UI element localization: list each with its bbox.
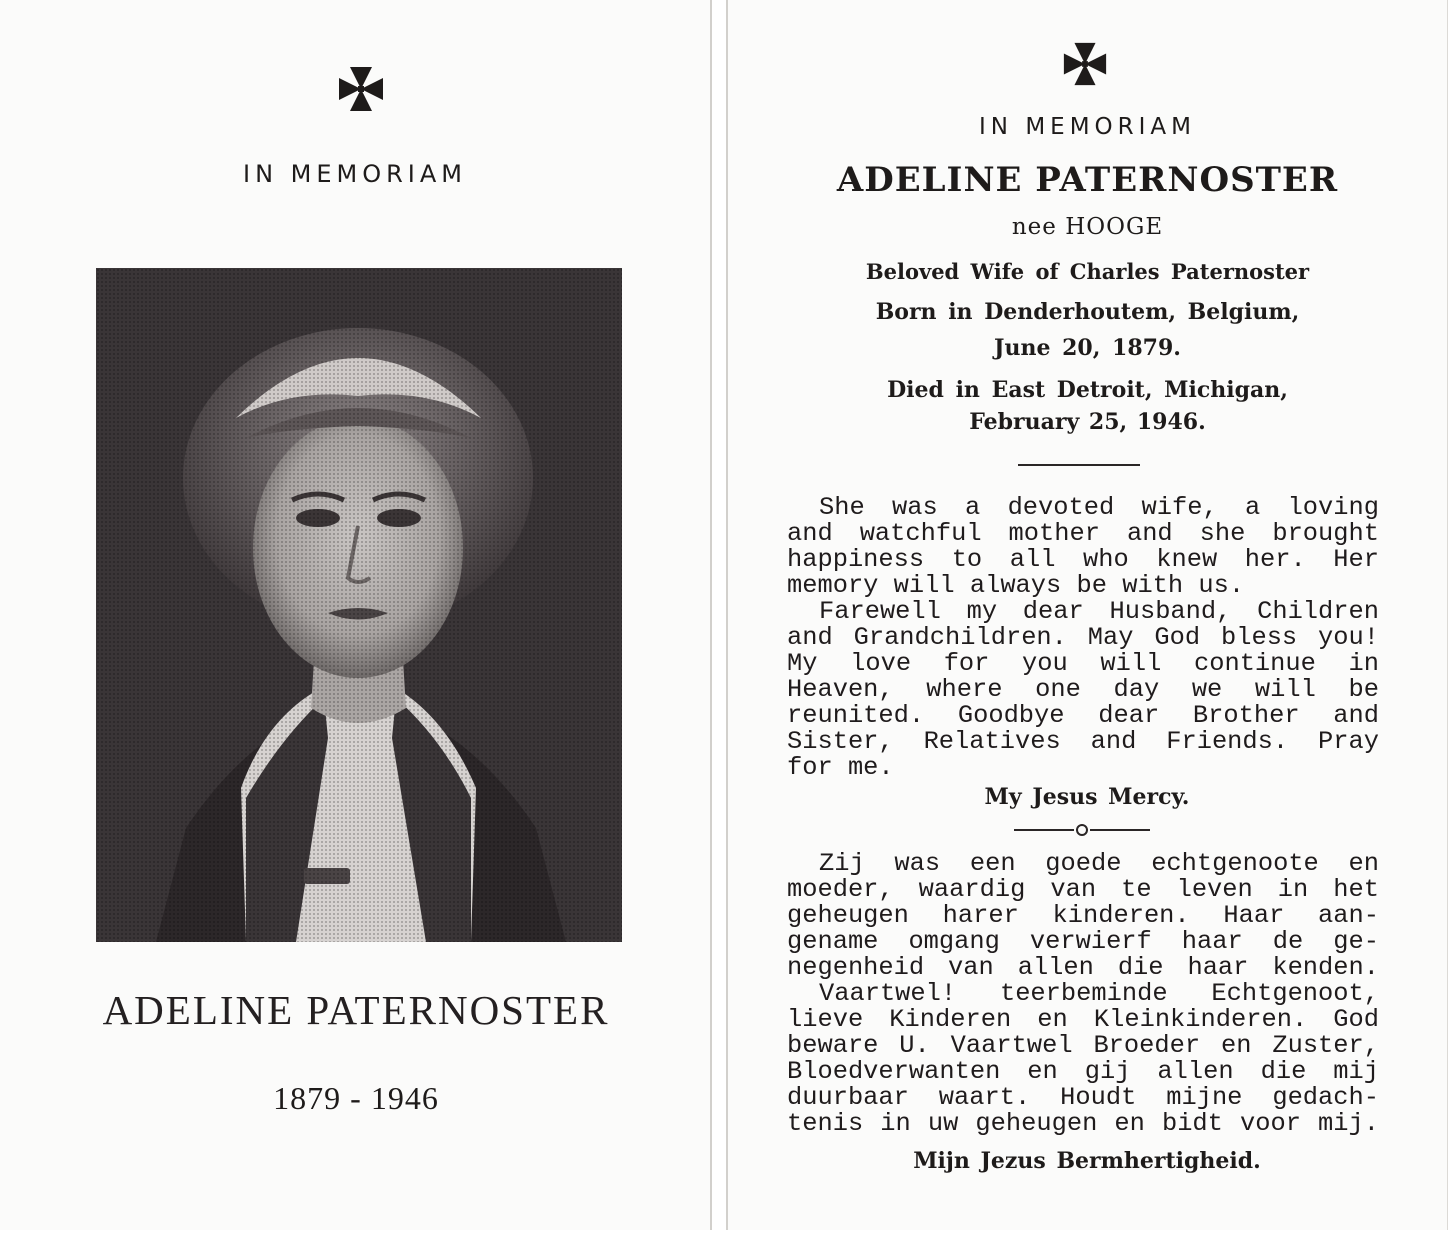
english-paragraph-1 bbox=[787, 495, 1379, 781]
text-line: negenheid van allen die haar kenden. bbox=[787, 953, 1379, 982]
text-line: She was a devoted wife, a loving bbox=[819, 493, 1379, 522]
english-closing: My Jesus Mercy. bbox=[984, 784, 1190, 810]
text-line: duurbaar waart. Houdt mijne gedach- bbox=[787, 1083, 1379, 1112]
text-line: geheugen harer kinderen. Haar aan- bbox=[787, 901, 1379, 930]
text-line: moeder, waardig van te leven in het bbox=[787, 875, 1379, 904]
portrait-photo bbox=[96, 268, 622, 942]
life-years: 1879 - 1946 bbox=[273, 1080, 439, 1116]
text-line: Bloedverwanten en gij allen die mij bbox=[787, 1057, 1379, 1086]
text-line: for me. bbox=[787, 753, 894, 782]
died-place: Died in East Detroit, Michigan, bbox=[887, 377, 1288, 403]
section-divider bbox=[1018, 464, 1140, 466]
text-line: tenis in uw geheugen en bidt voor mij. bbox=[787, 1109, 1379, 1138]
text-line: Farewell my dear Husband, Children bbox=[819, 597, 1379, 626]
ornament-divider-icon bbox=[1014, 822, 1150, 838]
maiden-name: nee HOOGE bbox=[1011, 214, 1164, 240]
deceased-name: ADELINE PATERNOSTER bbox=[102, 987, 610, 1033]
born-date: June 20, 1879. bbox=[994, 335, 1181, 361]
text-line: and Grandchildren. May God bless you! bbox=[787, 623, 1379, 652]
cross-pattee-icon bbox=[1061, 40, 1109, 88]
text-line: happiness to all who knew her. Her bbox=[787, 545, 1379, 574]
text-line: and watchful mother and she brought bbox=[787, 519, 1379, 548]
dutch-closing: Mijn Jezus Bermhertigheid. bbox=[913, 1148, 1261, 1174]
in-memoriam-heading: IN MEMORIAM bbox=[979, 114, 1196, 140]
text-line: memory will always be with us. bbox=[787, 571, 1245, 600]
text-line: My love for you will continue in bbox=[787, 649, 1379, 678]
text-line: Sister, Relatives and Friends. Pray bbox=[787, 727, 1379, 756]
relation-line: Beloved Wife of Charles Paternoster bbox=[865, 259, 1310, 284]
text-line: reunited. Goodbye dear Brother and bbox=[787, 701, 1379, 730]
text-line: lieve Kinderen en Kleinkinderen. God bbox=[787, 1005, 1379, 1034]
dutch-paragraph-1 bbox=[787, 851, 1379, 1137]
text-line: gename omgang verwierf haar de ge- bbox=[787, 927, 1379, 956]
memorial-card-front bbox=[0, 0, 712, 1230]
deceased-name: ADELINE PATERNOSTER bbox=[836, 160, 1339, 200]
text-line: Vaartwel! teerbeminde Echtgenoot, bbox=[819, 979, 1379, 1008]
text-line: Zij was een goede echtgenoote en bbox=[819, 849, 1379, 878]
in-memoriam-heading: IN MEMORIAM bbox=[242, 160, 467, 188]
text-line: Heaven, where one day we will be bbox=[787, 675, 1379, 704]
cross-pattee-icon bbox=[336, 64, 386, 114]
text-line: beware U. Vaartwel Broeder en Zuster, bbox=[787, 1031, 1379, 1060]
born-place: Born in Denderhoutem, Belgium, bbox=[875, 299, 1300, 325]
died-date: February 25, 1946. bbox=[969, 409, 1206, 435]
